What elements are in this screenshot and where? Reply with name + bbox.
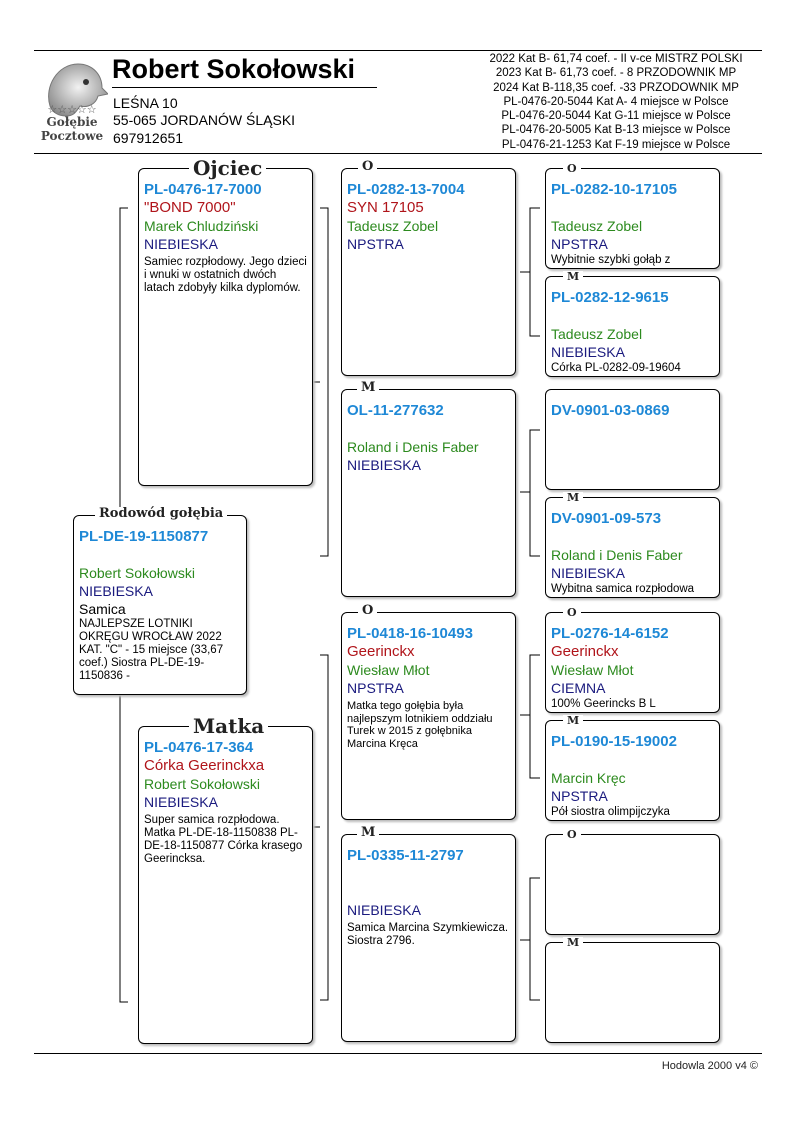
breeder-name: Robert Sokołowski [79,565,195,581]
mother-label: Matka [189,716,268,736]
pigeon-color: NIEBIESKA [347,902,421,918]
father-card[interactable] [138,168,313,486]
breeder-name: Tadeusz Zobel [551,218,643,234]
dam-label: M [563,937,583,948]
mother-card[interactable] [138,726,313,1044]
breeder-name: Marcin Kręc [551,770,626,786]
breeder-name: Robert Sokołowski [144,776,260,792]
owner-phone: 697912651 [113,130,184,146]
breeder-name [551,865,716,883]
pigeon-name [79,546,243,564]
breeder-name: Wiesław Młot [347,662,430,678]
sire-label: O [563,607,581,618]
pigeon-color: NIEBIESKA [551,344,625,360]
sire-label: O [563,163,581,174]
great-grandparent-card[interactable] [545,834,720,935]
pigeon-color [551,456,716,474]
achievement-item: PL-0476-20-5044 Kat A- 4 miejsce w Polsce [503,95,729,108]
ring-number: PL-0476-17-364 [144,739,254,756]
grandfather-maternal-card[interactable] [341,612,516,820]
pigeon-color: NPSTRA [347,680,404,696]
pigeon-description: NAJLEPSZE LOTNIKI OKRĘGU WROCŁAW 2022 KAT. "C" - 15 miejsce (33,67 coef.) Siostra PL-DE-19-1150836 - [79,618,224,682]
ring-number: PL-0418-16-10493 [347,625,473,642]
breeder-name: Marek Chludziński [144,218,259,234]
achievement-item: 2024 Kat B-118,35 coef. -33 PRZODOWNIK MP [493,81,739,94]
header-top-rule [34,50,762,51]
ring-number: PL-0276-14-6152 [551,625,669,642]
ring-number [551,955,716,973]
achievement-item: PL-0476-20-5044 Kat G-11 miejsce w Polsce [501,110,731,123]
pigeon-color: NPSTRA [347,236,404,252]
pigeon-description: 100% Geerincks B L [551,698,656,710]
sire-label: O [358,604,377,617]
sire-label: O [563,829,581,840]
header-bottom-rule [34,153,762,154]
breeder-name: Roland i Denis Faber [551,547,683,563]
dam-label: M [563,271,583,282]
dam-label: M [357,381,379,394]
sire-label: O [358,160,377,173]
achievements-list [476,52,756,152]
pigeon-name: SYN 17105 [347,199,424,216]
grandmother-maternal-card[interactable] [341,834,516,1042]
pigeon-color: NIEBIESKA [144,236,218,252]
ring-number: PL-0282-10-17105 [551,181,677,198]
pigeon-description: Matka tego gołębia była najlepszym lotnikiem oddziału Turek w 2015 z gołębnika Marcina Kręca [347,700,493,750]
great-grandparent-card[interactable] [545,612,720,713]
ring-number: PL-DE-19-1150877 [79,528,209,545]
pigeon-color: NIEBIESKA [347,457,421,473]
pigeon-color: NIEBIESKA [79,583,153,599]
logo [36,56,108,148]
ring-number: PL-0335-11-2797 [347,847,464,864]
breeder-name [551,438,716,456]
pigeon-description: Samiec rozpłodowy. Jego dzieci i wnuki w ostatnich dwóch latach zdobyły kilka dyplomów. [144,256,307,294]
breeder-name [347,883,512,901]
pigeon-sex: Samica [79,601,126,617]
pigeon-name [551,307,716,325]
pigeon-color: NIEBIESKA [144,794,218,810]
pigeon-color: NPSTRA [551,788,608,804]
pigeon-description: Córka PL-0282-09-19604 [551,362,681,374]
grandmother-paternal-card[interactable] [341,389,516,597]
great-grandparent-card[interactable] [545,942,720,1043]
ring-number [551,847,716,865]
breeder-name: Wiesław Młot [551,662,634,678]
dam-label: M [563,492,583,503]
pigeon-name [347,420,512,438]
ring-number: PL-0282-12-9615 [551,289,669,306]
great-grandparent-card[interactable] [545,389,720,490]
svg-text:☆☆☆☆☆: ☆☆☆☆☆ [47,103,97,116]
pigeon-description: Samica Marcina Szymkiewicza. Siostra 2796. [347,922,509,947]
ring-number: PL-0476-17-7000 [144,181,262,198]
ring-number: DV-0901-09-573 [551,510,662,527]
ring-number: DV-0901-03-0869 [551,402,670,419]
pigeon-color: NIEBIESKA [551,565,625,581]
pigeon-color: CIEMNA [551,680,606,696]
breeder-name: Roland i Denis Faber [347,439,479,455]
pigeon-name: Geerinckx [347,643,415,660]
great-grandparent-card[interactable] [545,720,720,821]
pigeon-name [347,865,512,883]
achievement-item: 2022 Kat B- 61,74 coef. - II v-ce MISTRZ POLSKI [489,53,743,65]
pigeon-name: Geerinckx [551,643,619,660]
pedigree-label: Rodowód gołębia [95,507,227,520]
great-grandparent-card[interactable] [545,276,720,377]
pigeon-color: NPSTRA [551,236,608,252]
father-label: Ojciec [189,158,266,178]
achievement-item: PL-0476-21-1253 Kat F-19 miejsce w Polsce [501,138,731,151]
owner-name: Robert Sokołowski [112,54,377,88]
pigeon-name: "BOND 7000" [144,199,236,216]
great-grandparent-card[interactable] [545,168,720,269]
ring-number: PL-0282-13-7004 [347,181,465,198]
pigeon-description: Wybitnie szybki gołąb z [551,254,671,266]
achievement-item: PL-0476-20-5005 Kat B-13 miejsce w Polsce [501,124,731,137]
breeder-name [551,973,716,991]
pigeon-description: Pół siostra olimpijczyka [551,806,670,818]
logo-text-line2: Pocztowe [40,129,104,143]
dam-label: M [563,715,583,726]
owner-city: 55-065 JORDANÓW ŚLĄSKI [113,112,296,128]
pigeon-name [551,420,716,438]
pigeon-description: Super samica rozpłodowa. Matka PL-DE-18-1150838 PL-DE-18-1150877 Córka krasego Geerincksa. [144,814,303,865]
pigeon-name: Córka Geerinckxa [144,757,265,774]
owner-street: LEŚNA 10 [113,95,178,111]
pigeon-description: Wybitna samica rozpłodowa [551,583,695,595]
ring-number: PL-0190-15-19002 [551,733,677,750]
logo-text-line1: Gołębie [46,115,98,129]
ring-number: OL-11-277632 [347,402,444,419]
great-grandparent-card[interactable] [545,497,720,598]
subject-card[interactable] [73,515,247,695]
footer-credit: Hodowla 2000 v4 © [661,1060,758,1072]
achievement-item: 2023 Kat B- 61,73 coef. - 8 PRZODOWNIK MP [495,67,737,80]
breeder-name: Tadeusz Zobel [347,218,439,234]
breeder-name: Tadeusz Zobel [551,326,643,342]
pigeon-name [551,199,716,217]
footer-rule [34,1053,762,1054]
pigeon-name [551,528,716,546]
pigeon-name [551,751,716,769]
dam-label: M [357,826,379,839]
grandfather-paternal-card[interactable] [341,168,516,376]
